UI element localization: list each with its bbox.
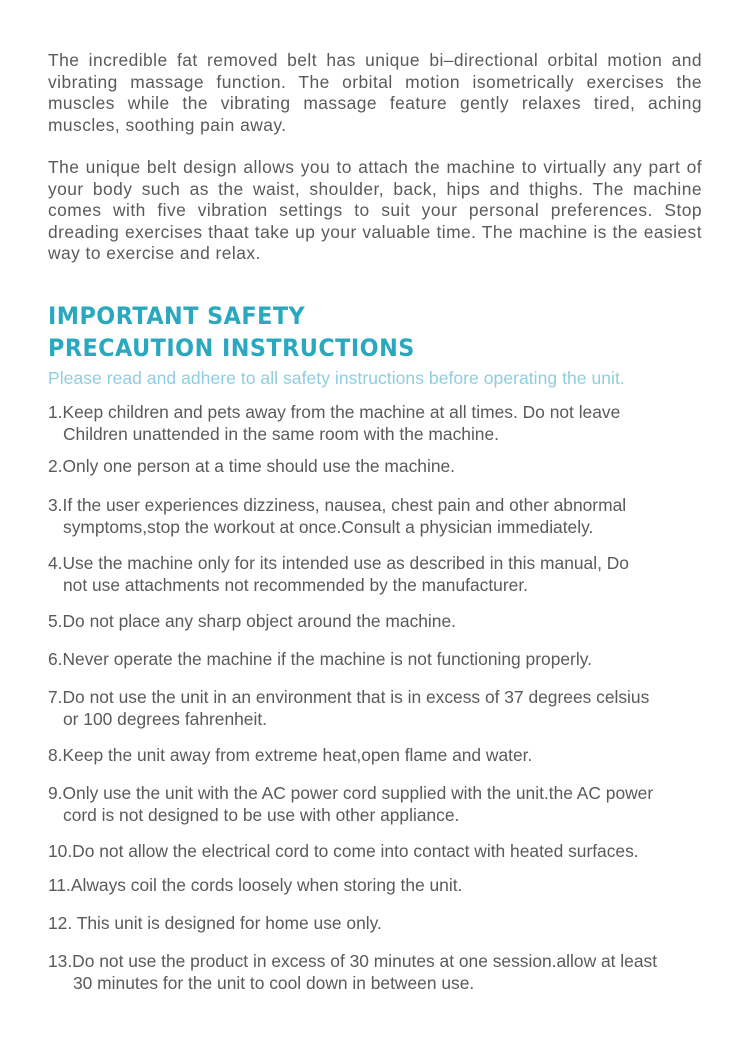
- list-item-text-continued: not use attachments not recommended by the manufacturer.: [63, 574, 528, 595]
- list-item-text: 8.Keep the unit away from extreme heat,open flame and water.: [48, 745, 533, 765]
- list-item: [48, 783, 708, 826]
- list-item-text: 2.Only one person at a time should use the machine.: [48, 456, 455, 476]
- safety-heading: [48, 300, 415, 364]
- list-item-text: 11.Always coil the cords loosely when storing the unit.: [48, 875, 463, 895]
- list-item-text: 4.Use the machine only for its intended use as described in this manual, Do: [48, 553, 629, 573]
- manual-page: [48, 50, 702, 993]
- list-item: [48, 687, 708, 730]
- list-item: [48, 495, 708, 538]
- list-item-text: 6.Never operate the machine if the machine is not functioning properly.: [48, 649, 592, 669]
- list-item: [48, 402, 708, 445]
- list-item: [48, 745, 708, 767]
- list-item: [48, 649, 708, 671]
- safety-heading-line1: IMPORTANT SAFETY: [48, 302, 306, 330]
- list-item-text: 13.Do not use the product in excess of 30 minutes at one session.allow at least: [48, 951, 658, 971]
- list-item-text-continued: 30 minutes for the unit to cool down in between use.: [73, 972, 475, 993]
- list-item: [48, 611, 708, 633]
- list-item-text-continued: symptoms,stop the workout at once.Consult a physician immediately.: [63, 516, 594, 537]
- intro-paragraph: The unique belt design allows you to attach the machine to virtually any part of your body such as the waist, shoulder, back, hips and thighs. The machine comes with five vibration settings to suit your personal preferences. Stop dreading exercises thaat take up your valuable time. The machine is the easiest way to exercise and relax.: [48, 157, 702, 263]
- list-item: [48, 951, 708, 994]
- list-item-text: 7.Do not use the unit in an environment that is in excess of 37 degrees celsius: [48, 687, 650, 707]
- list-item: [48, 456, 708, 478]
- list-item-text-continued: cord is not designed to be use with other appliance.: [63, 804, 460, 825]
- safety-subheading: Please read and adhere to all safety instructions before operating the unit.: [48, 368, 625, 388]
- list-item-text: 5.Do not place any sharp object around the machine.: [48, 611, 456, 631]
- list-item: [48, 841, 708, 863]
- list-item: [48, 875, 708, 897]
- list-item-text-continued: or 100 degrees fahrenheit.: [63, 708, 268, 729]
- list-item-text: 3.If the user experiences dizziness, nausea, chest pain and other abnormal: [48, 495, 627, 515]
- list-item-text: 1.Keep children and pets away from the machine at all times. Do not leave: [48, 402, 621, 422]
- list-item: [48, 553, 708, 596]
- list-item-text: 10.Do not allow the electrical cord to come into contact with heated surfaces.: [48, 841, 639, 861]
- safety-heading-line2: PRECAUTION INSTRUCTIONS: [48, 334, 415, 362]
- list-item: [48, 913, 708, 935]
- list-item-text: 9.Only use the unit with the AC power cord supplied with the unit.the AC power: [48, 783, 654, 803]
- list-item-text: 12. This unit is designed for home use only.: [48, 913, 382, 933]
- list-item-text-continued: Children unattended in the same room with the machine.: [63, 423, 499, 444]
- intro-paragraph: The incredible fat removed belt has unique bi–directional orbital motion and vibrating massage function. The orbital motion isometrically exercises the muscles while the vibrating massage feature gently relaxes tired, aching muscles, soothing pain away.: [48, 50, 702, 135]
